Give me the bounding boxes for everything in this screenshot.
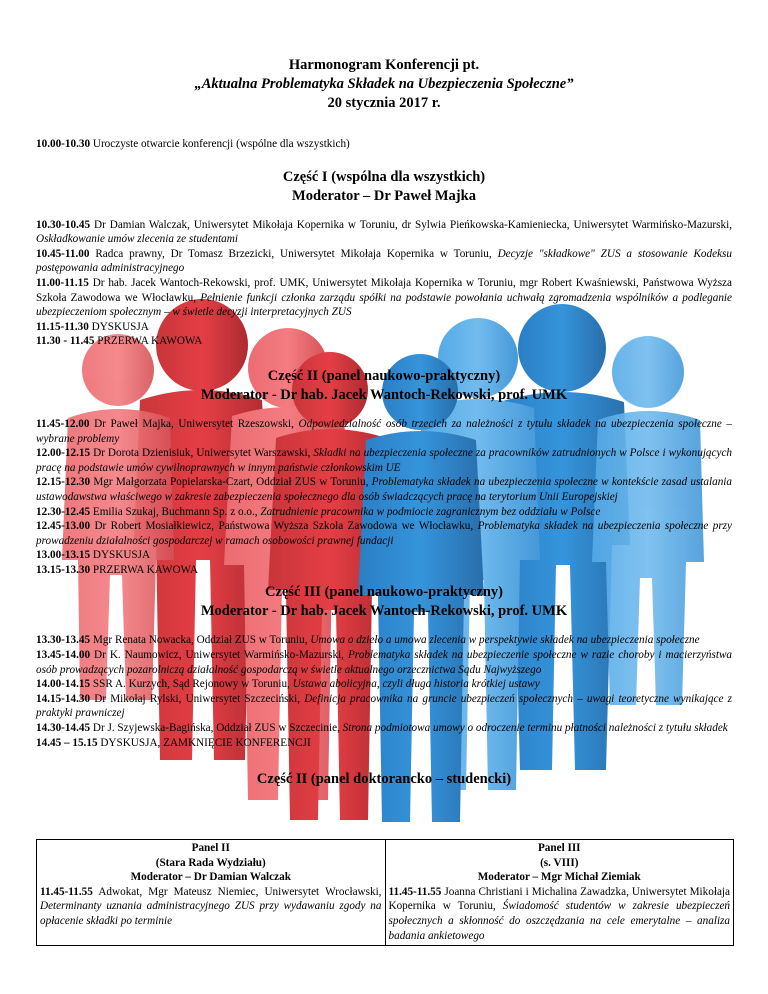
panel-cell bbox=[37, 840, 385, 945]
item-topic: Determinanty uznania administracyjnego ZUS przy wydawaniu zgody na opłacenie składki po terminie bbox=[40, 900, 382, 927]
item-topic: Definicja pracownika na gruncie ubezpieczeń społecznych – uwagi teoretyczne wynikające z praktyki prawniczej bbox=[36, 692, 732, 720]
item-time: 11.45-12.00 bbox=[36, 417, 90, 430]
item-speaker: DYSKUSJA bbox=[92, 549, 151, 562]
agenda-item bbox=[36, 736, 732, 751]
item-topic: Strona podmiotowa umowy o odroczenie terminu płatności należności z tytułu składek bbox=[342, 722, 728, 735]
item-speaker: Dr J. Szyjewska-Bagińska, Oddział ZUS w Szczecinie, bbox=[92, 722, 343, 735]
item-topic: Problematyka składek na ubezpieczenia społeczne w kontekście zasad ustalania ustawodawstwa właściwego w zakresie zabezpieczenia społecznego dla osób świadczących pracę na terytorium Unii Europejskiej bbox=[36, 476, 733, 503]
item-time: 11.30 - 11.45 bbox=[36, 335, 95, 348]
item-time: 12.30-12.45 bbox=[36, 505, 91, 518]
item-speaker: Dr Dorota Dzienisiuk, Uniwersytet Warszawski, bbox=[93, 447, 314, 460]
item-speaker: Adwokat, Mgr Mateusz Niemiec, Uniwersytet Wrocławski, bbox=[98, 885, 382, 898]
agenda-item bbox=[36, 721, 732, 736]
panel-item bbox=[40, 885, 382, 929]
item-speaker: Mgr Małgorzata Popielarska-Czart, Oddział ZUS w Toruniu, bbox=[93, 476, 372, 489]
part1-heading bbox=[36, 168, 732, 206]
panel-room: (s. VIII) bbox=[540, 856, 579, 869]
panel-cell bbox=[385, 840, 734, 945]
item-topic: Odpowiedzialność osób trzecich za należności z tytułu składek na ubezpieczenia społeczne – wybrane problemy bbox=[36, 417, 733, 445]
item-speaker: PRZERWA KAWOWA bbox=[97, 335, 203, 348]
item-time: 14.30-14.45 bbox=[36, 722, 91, 735]
item-time: 12.45-13.00 bbox=[36, 520, 91, 533]
conference-name: „Aktualna Problematyka Składek na Ubezpieczenia Społeczne” bbox=[194, 76, 574, 92]
part2-heading bbox=[36, 367, 732, 405]
part2-moderator: Moderator - Dr hab. Jacek Wantoch-Rekowski, prof. UMK bbox=[200, 386, 568, 403]
item-topic: Zatrudnienie pracownika w podmiocie zagranicznym bez oddziału w Polsce bbox=[260, 505, 601, 518]
item-time: 12.15-12.30 bbox=[36, 476, 91, 489]
item-speaker: Dr Damian Walczak, Uniwersytet Mikołaja Kopernika w Toruniu, dr Sylwia Pieńkowska-Kamieniecka, Uniwersytet Warmińsko-Mazurski, bbox=[94, 218, 732, 231]
opening-line bbox=[36, 137, 732, 152]
item-speaker: PRZERWA KAWOWA bbox=[92, 563, 198, 576]
item-time: 12.00-12.15 bbox=[36, 447, 91, 460]
item-time: 13.30-13.45 bbox=[36, 634, 91, 647]
item-speaker: Dr Mikołaj Rylski, Uniwersytet Szczeciński, bbox=[94, 692, 305, 705]
doctoral-heading: Część II (panel doktorancko – studencki) bbox=[256, 771, 512, 788]
item-time: 14.00-14.15 bbox=[36, 678, 91, 691]
part1-moderator: Moderator – Dr Paweł Majka bbox=[292, 187, 476, 204]
agenda-item bbox=[36, 247, 732, 276]
item-speaker: Emilia Szukaj, Buchmann Sp. z o.o., bbox=[92, 505, 261, 518]
item-time: 10.45-11.00 bbox=[36, 247, 90, 260]
item-topic: Problematyka składek na ubezpieczenia społeczne przy prowadzeniu działalności gospodarczej w ramach osobowości prawnej fundacji bbox=[36, 520, 733, 547]
part3-heading bbox=[36, 583, 732, 621]
panel-room: (Stara Rada Wydziału) bbox=[155, 856, 266, 869]
agenda-item bbox=[36, 218, 732, 247]
item-speaker: SSR A. Kurzych, Sąd Rejonowy w Toruniu, bbox=[92, 678, 293, 691]
agenda-item bbox=[36, 677, 732, 692]
agenda-item bbox=[36, 276, 732, 320]
item-topic: Ustawa abolicyjna, czyli długa historia krótkiej ustawy bbox=[292, 678, 540, 691]
item-time: 10.30-10.45 bbox=[36, 218, 91, 231]
agenda-item bbox=[36, 320, 732, 335]
item-speaker: Dr Robert Mosiałkiewicz, Państwowa Wyższa Szkoła Zawodowa we Włocławku, bbox=[94, 520, 478, 533]
agenda-item bbox=[36, 505, 732, 520]
agenda-item bbox=[36, 548, 732, 563]
item-time: 11.45-11.55 bbox=[40, 885, 93, 898]
panel-name: Panel III bbox=[537, 842, 581, 854]
item-speaker: DYSKUSJA, ZAMKNIĘCIE KONFERENCJI bbox=[100, 736, 311, 749]
agenda-item bbox=[36, 417, 732, 446]
panel-moderator: Moderator – Mgr Michał Ziemiak bbox=[477, 871, 641, 884]
part3-moderator: Moderator - Dr hab. Jacek Wantoch-Rekowski, prof. UMK bbox=[200, 603, 568, 620]
agenda-item bbox=[36, 475, 732, 504]
item-time: 14.45 – 15.15 bbox=[36, 736, 98, 749]
item-speaker: Dr K. Naumowicz, Uniwersytet Warmińsko-Mazurski, bbox=[94, 649, 348, 662]
item-speaker: Joanna Christiani i Michalina Zawadzka, Uniwersytet Mikołaja Kopernika w Toruniu, bbox=[388, 885, 730, 913]
opening-text: Uroczyste otwarcie konferencji (wspólne dla wszystkich) bbox=[92, 138, 350, 150]
item-time: 11.45-11.55 bbox=[388, 885, 442, 898]
part2-title: Część II (panel naukowo-praktyczny) bbox=[267, 367, 501, 384]
item-topic: Oskładkowanie umów zlecenia ze studentami bbox=[36, 233, 238, 246]
panel-item bbox=[389, 885, 731, 943]
item-time: 13.15-13.30 bbox=[36, 563, 91, 576]
title-line-2 bbox=[36, 75, 732, 94]
schedule-content bbox=[36, 56, 732, 789]
item-topic: Problematyka składek na ubezpieczenie społeczne w razie choroby i macierzyństwa osób prowadzących pozarolniczą działalność gospodarczą w świetle aktualnego orzecznictwa Sądu Najwyższego bbox=[36, 649, 732, 676]
doctoral-panels-table bbox=[36, 839, 734, 946]
item-speaker: DYSKUSJA bbox=[91, 320, 149, 333]
item-topic: Składki na ubezpieczenia społeczne za pracowników zatrudnionych w Polsce i wykonujących pracę na podstawie umów cywilnoprawnych w innym państwie członkowskim UE bbox=[36, 447, 733, 474]
item-speaker: Radca prawny, Dr Tomasz Brzezicki, Uniwersytet Mikołaja Kopernika w Toruniu, bbox=[95, 247, 498, 260]
item-time: 13.00-13.15 bbox=[36, 549, 91, 562]
item-topic: Świadomość studentów w zakresie ubezpieczeń społecznych a skłonność do oszczędzania na cele emerytalne – analiza badania ankietowego bbox=[388, 900, 731, 942]
item-topic: Decyzje "składkowe" ZUS a stosowanie Kodeksu postępowania administracyjnego bbox=[36, 247, 732, 275]
item-time: 11.00-11.15 bbox=[36, 276, 89, 289]
panel-moderator: Moderator – Dr Damian Walczak bbox=[130, 871, 291, 884]
item-topic: Umowa o dzieło a umowa zlecenia w perspektywie składek na ubezpieczenia społeczne bbox=[310, 634, 700, 647]
agenda-item bbox=[36, 648, 732, 677]
agenda-item bbox=[36, 563, 732, 578]
document-title bbox=[36, 56, 732, 113]
part1-title: Część I (wspólna dla wszystkich) bbox=[282, 168, 486, 185]
item-time: 13.45-14.00 bbox=[36, 649, 91, 662]
item-topic: Pełnienie funkcji członka zarządu spółki na podstawie powołania uchwałą zgromadzenia wspólników a podleganie ubezpieczeniom społecznym – w świetle decyzji interpretacyjnych ZUS bbox=[36, 291, 732, 319]
part3-title: Część III (panel naukowo-praktyczny) bbox=[264, 584, 504, 601]
agenda-item bbox=[36, 446, 732, 475]
panel-name: Panel II bbox=[191, 842, 230, 854]
item-time: 11.15-11.30 bbox=[36, 320, 89, 333]
item-speaker: Dr Paweł Majka, Uniwersytet Rzeszowski, bbox=[94, 417, 299, 430]
agenda-item bbox=[36, 334, 732, 349]
opening-time: 10.00-10.30 bbox=[36, 138, 91, 150]
title-date: 20 stycznia 2017 r. bbox=[327, 95, 441, 111]
item-speaker: Dr hab. Jacek Wantoch-Rekowski, prof. UMK, Uniwersytet Mikołaja Kopernika w Toruniu, mgr Robert Kwaśniewski, Państwowa Wyższa Szkoła Zawodowa we Włocławku, bbox=[36, 276, 732, 304]
agenda-item bbox=[36, 633, 732, 648]
item-time: 14.15-14.30 bbox=[36, 692, 91, 705]
title-line-1: Harmonogram Konferencji pt. bbox=[288, 57, 480, 73]
item-speaker: Mgr Renata Nowacka, Oddział ZUS w Toruniu, bbox=[92, 634, 311, 647]
agenda-item bbox=[36, 519, 732, 548]
agenda-item bbox=[36, 692, 732, 721]
